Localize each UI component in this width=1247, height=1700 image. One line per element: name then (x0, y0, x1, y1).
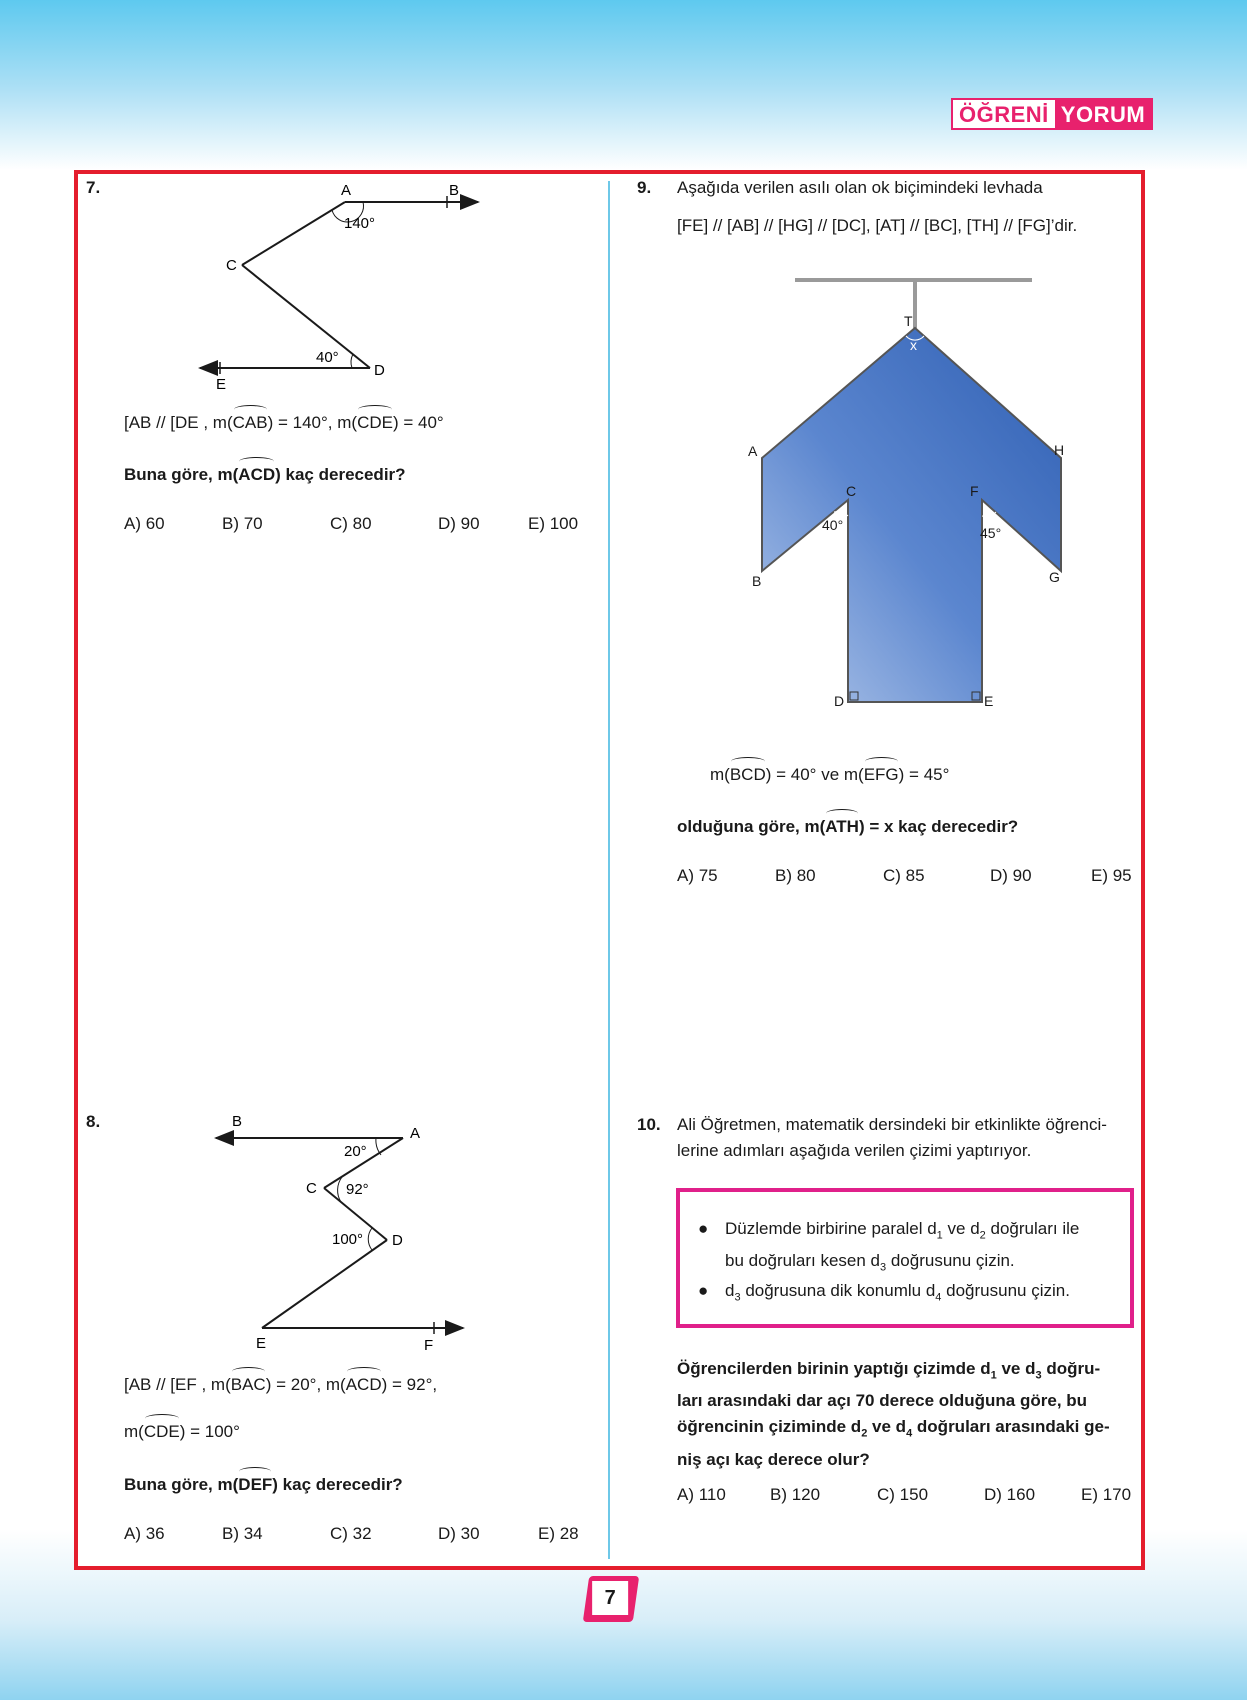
q8-label-d: D (392, 1232, 403, 1249)
q10-sub: 2 (861, 1427, 868, 1440)
q8-option-e[interactable]: E) 28 (538, 1524, 579, 1543)
q10-sub: 4 (935, 1291, 942, 1304)
q10-question-part: niş açı kaç derece olur? (677, 1449, 870, 1469)
q7-question-part: Buna göre, m( (124, 465, 239, 484)
brand-part2: YORUM (1055, 100, 1151, 128)
q8-question-part: ) kaç derecedir? (272, 1475, 403, 1494)
q9-arrow-shape (762, 328, 1061, 702)
q7-given-part: ) = 140°, m( (267, 413, 358, 432)
q9-given (710, 762, 949, 788)
q10-question-part: öğrencinin çiziminde d (677, 1417, 862, 1437)
q9-label-x: x (910, 337, 917, 353)
q10-box-text: doğrusunu çizin. (941, 1281, 1070, 1300)
q8-label-c: C (306, 1180, 317, 1197)
q8-given-part: [AB // [EF , m( (124, 1375, 231, 1394)
q10-sub: 2 (979, 1229, 986, 1242)
q8-given-line1 (124, 1372, 437, 1398)
q10-instruction-box (676, 1188, 1134, 1328)
q7-label-a: A (341, 182, 352, 199)
q9-angle-c: 40° (822, 517, 844, 533)
q10-option-c[interactable]: C) 150 (877, 1485, 929, 1504)
q8-angle-c: 92° (346, 1181, 369, 1198)
q10-box-text: bu doğruları kesen d (725, 1251, 880, 1271)
q7-label-b: B (449, 182, 460, 199)
q7-question-part: ) kaç derecedir? (275, 465, 406, 484)
q7-option-e[interactable]: E) 100 (528, 514, 579, 533)
q10-sub: 3 (1035, 1369, 1042, 1382)
q10-sub: 3 (734, 1291, 741, 1304)
q10-question-part: doğruları arasındaki ge- (912, 1417, 1110, 1437)
q10-box-text: doğrusunu çizin. (886, 1251, 1015, 1271)
q7-figure (180, 180, 500, 393)
q8-given-arc2: ACD (346, 1372, 382, 1398)
q8-given-part: m( (124, 1422, 144, 1441)
brand-logo (951, 98, 1153, 130)
bullet-icon: ● (698, 1219, 709, 1238)
q9-question-part: olduğuna göre, m( (677, 817, 826, 836)
q9-line2: [FE] // [AB] // [HG] // [DC], [AT] // [BC], [TH] // [FG]’dir. (677, 216, 1078, 235)
q8-question-part: Buna göre, m( (124, 1475, 239, 1494)
q7-option-d[interactable]: D) 90 (438, 514, 480, 533)
q8-given-arc1: BAC (231, 1372, 266, 1398)
q9-label-g: G (1049, 569, 1060, 585)
q7-given-part: ) = 40° (392, 413, 444, 432)
q7-given-arc2: CDE (357, 410, 393, 436)
q9-option-d[interactable]: D) 90 (990, 866, 1032, 885)
q10-question-part: ve d (867, 1417, 907, 1437)
q10-question (677, 1356, 1110, 1473)
q7-option-b[interactable]: B) 70 (222, 514, 263, 533)
brand-part1: ÖĞRENİ (959, 102, 1049, 127)
q7-question (124, 462, 406, 488)
q9-given-part: ) = 45° (898, 765, 950, 784)
q10-line1: Ali Öğretmen, matematik dersindeki bir etkinlikte öğrenci- (677, 1115, 1107, 1134)
q7-option-c[interactable]: C) 80 (330, 514, 372, 533)
q7-given (124, 410, 444, 436)
q8-option-c[interactable]: C) 32 (330, 1524, 372, 1543)
q10-option-d[interactable]: D) 160 (984, 1485, 1036, 1504)
q7-question-arc: ACD (238, 462, 275, 488)
q7-label-e: E (216, 376, 227, 393)
q9-given-part: m( (710, 765, 730, 784)
column-divider (608, 181, 610, 1559)
page-number: 7 (592, 1581, 628, 1615)
q10-sub: 1 (936, 1229, 943, 1242)
q10-option-a[interactable]: A) 110 (677, 1485, 726, 1504)
q9-option-c[interactable]: C) 85 (883, 866, 925, 885)
q7-number: 7. (86, 178, 101, 197)
q10-question-part: doğru- (1041, 1359, 1101, 1378)
q8-question (124, 1472, 403, 1498)
q9-given-arc2: EFG (864, 762, 899, 788)
q8-option-b[interactable]: B) 34 (222, 1524, 263, 1543)
q9-label-b: B (752, 573, 762, 589)
q8-given-part: ) = 20°, m( (265, 1375, 346, 1394)
q9-option-e[interactable]: E) 95 (1091, 866, 1132, 885)
q9-angle-f: 45° (980, 525, 1002, 541)
q9-question (677, 814, 1018, 840)
q8-given-line2 (124, 1419, 240, 1445)
q10-line2: lerine adımları aşağıda verilen çizimi yaptırıyor. (677, 1141, 1032, 1160)
q9-question-arc: ATH (825, 814, 859, 840)
q9-number: 9. (637, 178, 652, 197)
q8-given-part: ) = 100° (179, 1422, 240, 1441)
q7-angle-a: 140° (344, 215, 376, 232)
q9-label-e: E (984, 693, 994, 709)
q10-sub: 1 (990, 1369, 997, 1382)
q7-angle-d: 40° (316, 349, 339, 366)
q10-box-text: Düzlemde birbirine paralel d (725, 1219, 937, 1238)
bullet-icon: ● (698, 1281, 709, 1300)
q9-question-part: ) = x kaç derecedir? (858, 817, 1019, 836)
q10-question-part: ları arasındaki dar açı 70 derece olduğuna göre, bu (677, 1391, 1088, 1411)
q7-given-part: [AB // [DE , m( (124, 413, 233, 432)
q10-box-text: ve d (942, 1219, 980, 1238)
q8-question-arc: DEF (238, 1472, 272, 1498)
q9-given-arc1: BCD (730, 762, 766, 788)
q10-sub: 3 (880, 1261, 887, 1274)
q9-label-a: A (748, 443, 758, 459)
q9-label-d: D (834, 693, 845, 709)
q9-label-h: H (1054, 442, 1065, 458)
q7-given-arc1: CAB (233, 410, 268, 436)
q10-option-e[interactable]: E) 170 (1081, 1485, 1132, 1504)
q9-label-c: C (846, 483, 857, 499)
q10-box-text: doğrusuna dik konumlu d (740, 1281, 936, 1300)
q9-given-part: ) = 40° ve m( (765, 765, 864, 784)
q8-angle-a: 20° (344, 1143, 367, 1160)
q10-box-text: d (725, 1281, 735, 1300)
q8-figure (200, 1108, 480, 1358)
q8-option-a[interactable]: A) 36 (124, 1524, 165, 1543)
q10-sub: 4 (906, 1427, 913, 1440)
q8-angle-d: 100° (332, 1231, 364, 1248)
q8-label-b: B (232, 1113, 243, 1130)
q9-option-a[interactable]: A) 75 (677, 866, 718, 885)
q8-label-f: F (424, 1337, 434, 1354)
q8-label-e: E (256, 1335, 267, 1352)
q9-figure (740, 270, 1080, 720)
q8-given-arc3: CDE (144, 1419, 180, 1445)
page-number-badge (583, 1576, 639, 1622)
q7-option-a[interactable]: A) 60 (124, 514, 165, 533)
q9-line1: Aşağıda verilen asılı olan ok biçimindeki levhada (677, 178, 1043, 197)
q8-label-a: A (410, 1125, 421, 1142)
q10-number: 10. (637, 1115, 661, 1134)
q8-option-d[interactable]: D) 30 (438, 1524, 480, 1543)
q10-question-part: Öğrencilerden birinin yaptığı çizimde d (677, 1359, 991, 1378)
q8-given-part: ) = 92°, (381, 1375, 438, 1394)
q9-label-t: T (904, 313, 913, 329)
q10-box-text: doğruları ile (985, 1219, 1080, 1238)
q9-option-b[interactable]: B) 80 (775, 866, 816, 885)
q10-option-b[interactable]: B) 120 (770, 1485, 821, 1504)
q8-number: 8. (86, 1112, 101, 1131)
q10-question-part: ve d (996, 1359, 1036, 1378)
q7-label-d: D (374, 362, 385, 379)
q7-label-c: C (226, 257, 237, 274)
q9-label-f: F (970, 483, 979, 499)
